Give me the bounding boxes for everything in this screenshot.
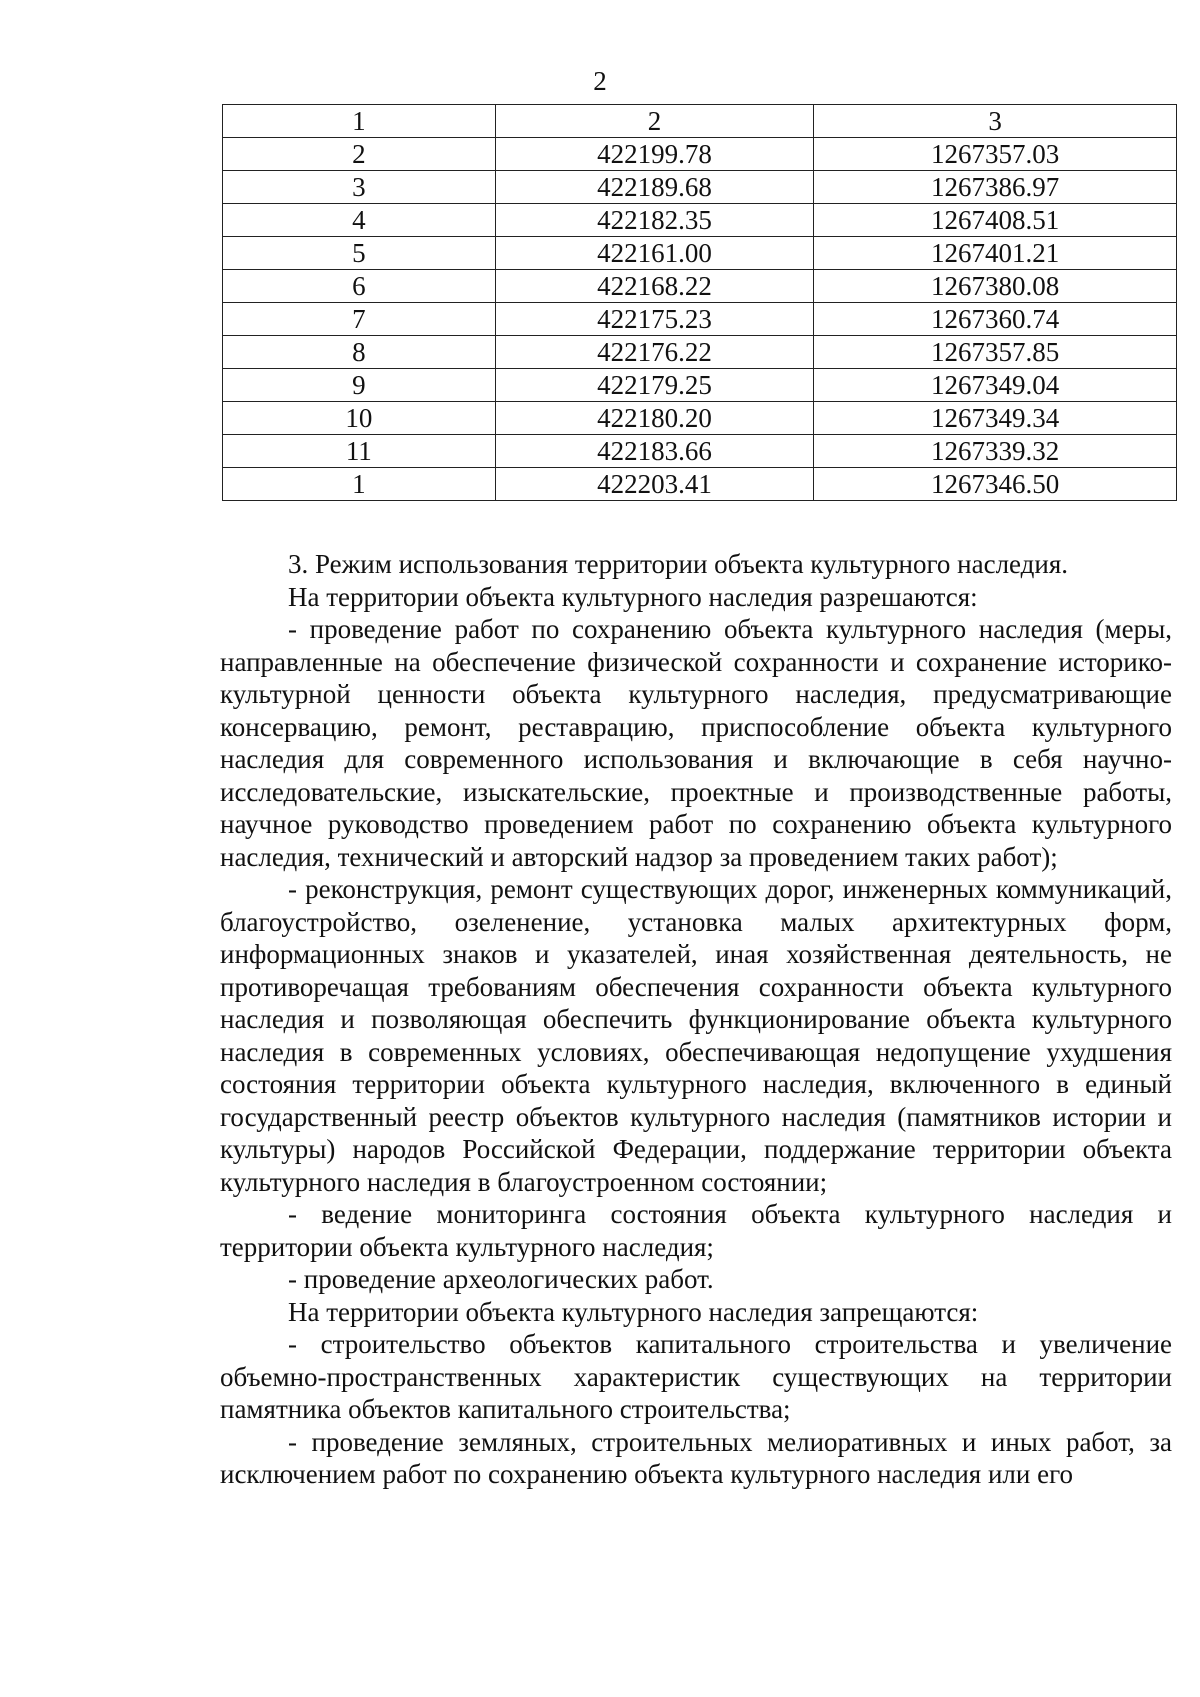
table-row xyxy=(223,336,1177,369)
table-row xyxy=(223,435,1177,468)
point-number-cell: 7 xyxy=(223,303,496,336)
table-row xyxy=(223,369,1177,402)
x-coordinate-cell: 422203.41 xyxy=(495,468,814,501)
y-coordinate-cell: 1267360.74 xyxy=(814,303,1177,336)
table-row xyxy=(223,138,1177,171)
x-coordinate-cell: 422199.78 xyxy=(495,138,814,171)
coordinates-table xyxy=(222,104,1177,501)
header-cell: 3 xyxy=(814,105,1177,138)
prohibited-item-construction: - строительство объектов капитального строительства и увеличение объемно-пространственных характеристик существующих на территории памятника объектов капитального строительства; xyxy=(220,1329,1172,1424)
body-text xyxy=(220,548,1172,1491)
permitted-item-monitoring: - ведение мониторинга состояния объекта культурного наследия и территории объекта культурного наследия; xyxy=(220,1199,1172,1262)
prohibited-item-earthworks: - проведение земляных, строительных мелиоративных и иных работ, за исключением работ по сохранению объекта культурного наследия или его xyxy=(220,1426,1172,1489)
permitted-item-reconstruction: - реконструкция, ремонт существующих дорог, инженерных коммуникаций, благоустройство, озеленение, установка малых архитектурных форм, информационных знаков и указателей, иная хозяйственная деятельность, не противоречащая требованиям обеспечения сохранности объекта культурного наследия и позволяющая обеспечить функционирование объекта культурного наследия в современных условиях, обеспечивающая недопущение ухудшения состояния территории объекта культурного наследия, включенного в единый государственный реестр объектов культурного наследия (памятников истории и культуры) народов Российской Федерации, поддержание территории объекта культурного наследия в благоустроенном состоянии; xyxy=(220,874,1172,1197)
table-header-row xyxy=(223,105,1177,138)
point-number-cell: 3 xyxy=(223,171,496,204)
x-coordinate-cell: 422176.22 xyxy=(495,336,814,369)
y-coordinate-cell: 1267349.04 xyxy=(814,369,1177,402)
page-number: 2 xyxy=(593,66,607,96)
point-number-cell: 8 xyxy=(223,336,496,369)
table-row xyxy=(223,204,1177,237)
point-number-cell: 2 xyxy=(223,138,496,171)
permitted-item-preservation: - проведение работ по сохранению объекта культурного наследия (меры, направленные на обеспечение физической сохранности и сохранение историко-культурной ценности объекта культурного наследия, предусматривающие консервацию, ремонт, реставрацию, приспособление объекта культурного наследия для современного использования и включающие в себя научно-исследовательские, изыскательские, проектные и производственные работы, научное руководство проведением работ по сохранению объекта культурного наследия, технический и авторский надзор за проведением таких работ); xyxy=(220,614,1172,872)
permitted-intro: На территории объекта культурного наследия разрешаются: xyxy=(288,581,978,612)
y-coordinate-cell: 1267401.21 xyxy=(814,237,1177,270)
y-coordinate-cell: 1267357.85 xyxy=(814,336,1177,369)
header-cell: 1 xyxy=(223,105,496,138)
header-cell: 2 xyxy=(495,105,814,138)
point-number-cell: 10 xyxy=(223,402,496,435)
x-coordinate-cell: 422183.66 xyxy=(495,435,814,468)
table-row xyxy=(223,237,1177,270)
x-coordinate-cell: 422182.35 xyxy=(495,204,814,237)
y-coordinate-cell: 1267408.51 xyxy=(814,204,1177,237)
y-coordinate-cell: 1267386.97 xyxy=(814,171,1177,204)
y-coordinate-cell: 1267349.34 xyxy=(814,402,1177,435)
x-coordinate-cell: 422189.68 xyxy=(495,171,814,204)
point-number-cell: 6 xyxy=(223,270,496,303)
y-coordinate-cell: 1267357.03 xyxy=(814,138,1177,171)
table-row xyxy=(223,303,1177,336)
section-heading: 3. Режим использования территории объекта культурного наследия. xyxy=(288,549,1069,579)
prohibited-intro: На территории объекта культурного наследия запрещаются: xyxy=(288,1296,979,1327)
point-number-cell: 5 xyxy=(223,237,496,270)
x-coordinate-cell: 422180.20 xyxy=(495,402,814,435)
x-coordinate-cell: 422168.22 xyxy=(495,270,814,303)
table-row xyxy=(223,270,1177,303)
table-row xyxy=(223,402,1177,435)
y-coordinate-cell: 1267346.50 xyxy=(814,468,1177,501)
point-number-cell: 11 xyxy=(223,435,496,468)
point-number-cell: 4 xyxy=(223,204,496,237)
x-coordinate-cell: 422179.25 xyxy=(495,369,814,402)
x-coordinate-cell: 422161.00 xyxy=(495,237,814,270)
table-row xyxy=(223,171,1177,204)
x-coordinate-cell: 422175.23 xyxy=(495,303,814,336)
point-number-cell: 1 xyxy=(223,468,496,501)
table-row xyxy=(223,468,1177,501)
point-number-cell: 9 xyxy=(223,369,496,402)
y-coordinate-cell: 1267339.32 xyxy=(814,435,1177,468)
y-coordinate-cell: 1267380.08 xyxy=(814,270,1177,303)
permitted-item-archaeology: - проведение археологических работ. xyxy=(288,1264,714,1294)
